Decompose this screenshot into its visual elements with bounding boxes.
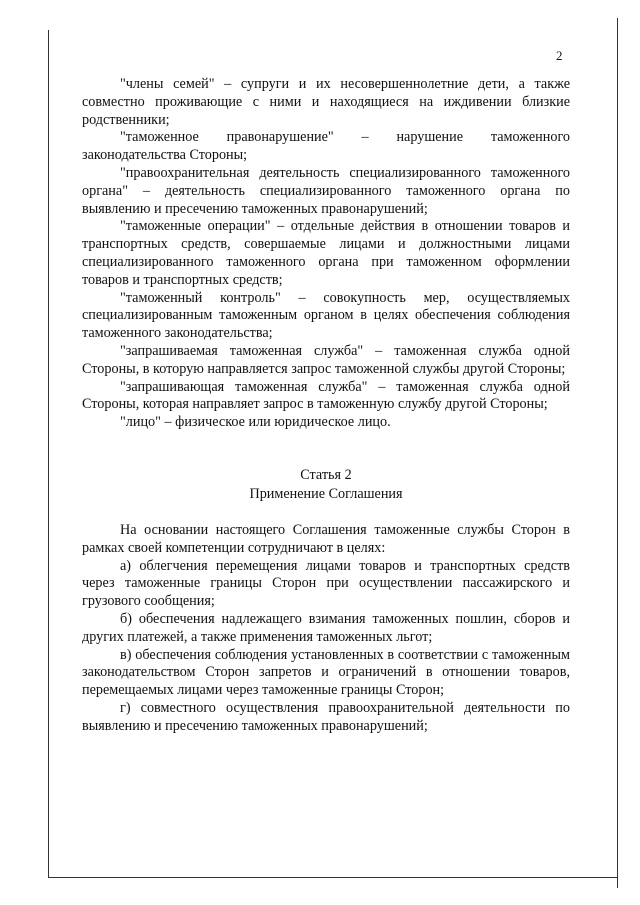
article-paragraph: г) совместного осуществления правоохранительной деятельности по выявлению и пресечению таможенных правонарушений; [82, 699, 570, 734]
scan-border-bottom [48, 877, 618, 878]
document-body [82, 76, 570, 736]
article-paragraph: а) облегчения перемещения лицами товаров и транспортных средств через таможенные границы Сторон при осуществлении пассажирского и грузового сообщения; [82, 557, 570, 610]
page-number: 2 [556, 48, 563, 63]
scan-border-right [617, 18, 618, 888]
article-paragraph: б) обеспечения надлежащего взимания таможенных пошлин, сборов и других платежей, а также применения таможенных льгот; [82, 610, 570, 645]
definition-paragraph: "таможенное правонарушение" – нарушение таможенного законодательства Стороны; [82, 129, 570, 164]
scan-border-left [48, 30, 49, 878]
definition-paragraph: "лицо" – физическое или юридическое лицо. [120, 414, 391, 431]
article-title: Применение Соглашения [249, 485, 403, 502]
article-paragraph: в) обеспечения соблюдения установленных в соответствии с таможенным законодательством Сторон запретов и ограничений в отношении товаров, перемещаемых лицами через таможенные границы Сторон; [82, 646, 570, 699]
article-paragraph: На основании настоящего Соглашения таможенные службы Сторон в рамках своей компетенции сотрудничают в целях: [82, 521, 570, 556]
definition-paragraph: "таможенные операции" – отдельные действия в отношении товаров и транспортных средств, совершаемые лицами и должностными лицами специализированного таможенного органа при таможенном оформлении товаров и транспортных средств; [82, 218, 570, 288]
definition-paragraph: "члены семей" – супруги и их несовершеннолетние дети, а также совместно проживающие с ними и находящиеся на иждивении близкие родственники; [82, 76, 570, 128]
definition-paragraph: "правоохранительная деятельность специализированного таможенного органа" – деятельность специализированного таможенного органа по выявлению и пресечению таможенных правонарушений; [82, 164, 570, 217]
article-header [82, 466, 570, 504]
definition-paragraph: "таможенный контроль" – совокупность мер, осуществляемых специализированным таможенным органом в целях обеспечения соблюдения таможенного законодательства; [82, 289, 570, 342]
article-number: Статья 2 [300, 466, 352, 483]
definition-paragraph: "запрашивающая таможенная служба" – таможенная служба одной Стороны, которая направляет запрос в таможенную службу другой Стороны; [82, 378, 570, 413]
definition-paragraph: "запрашиваемая таможенная служба" – таможенная служба одной Стороны, в которую направляется запрос таможенной службы другой Стороны; [82, 342, 570, 377]
